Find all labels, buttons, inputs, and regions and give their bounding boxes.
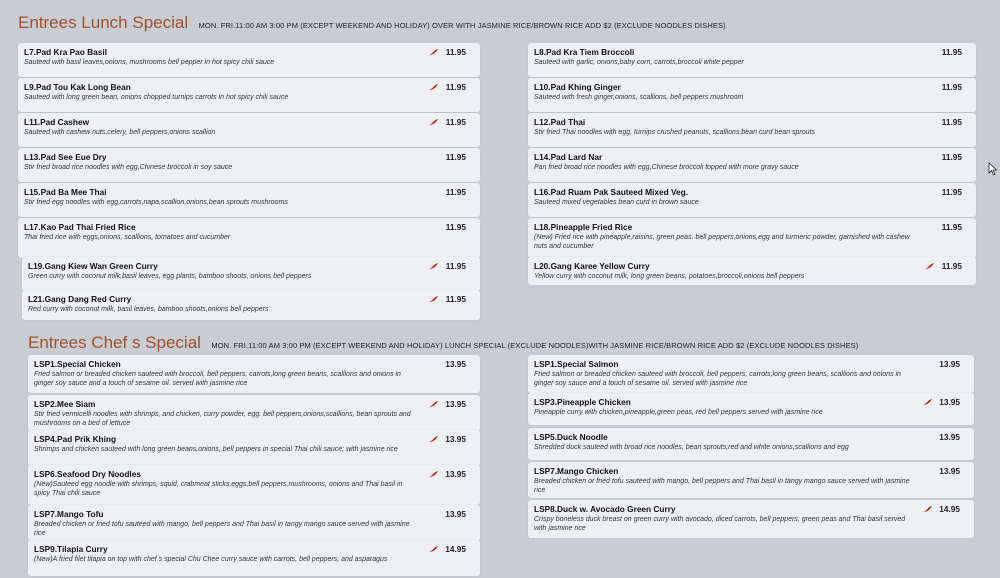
- menu-item-name: LSP1.Special Salmon: [534, 359, 619, 369]
- lunch-section-note: MON. FRI.11:00 AM 3:00 PM (EXCEPT WEEKEND AND HOLIDAY) OVER WITH JASMINE RICE/BROWN RICE ADD $2 (EXCLUDE NOODLES DISHES): [198, 21, 726, 30]
- menu-item-price: 11.95: [941, 117, 962, 127]
- mouse-cursor-icon: [988, 162, 998, 176]
- menu-item-price: 13.95: [939, 466, 960, 476]
- menu-item-card[interactable]: [28, 395, 480, 431]
- menu-item-price: 11.95: [445, 152, 466, 162]
- menu-item-name: L16.Pad Ruam Pak Sauteed Mixed Veg.: [534, 187, 689, 197]
- menu-item-price: 14.95: [939, 504, 960, 514]
- chili-pepper-icon: [429, 49, 438, 55]
- menu-item-card[interactable]: [28, 540, 480, 576]
- menu-item-card[interactable]: [28, 505, 480, 541]
- menu-item-description: Sauteed with garlic, onions,baby corn, carrots,broccoli white pepper: [534, 59, 744, 66]
- menu-item-card[interactable]: [28, 430, 480, 466]
- menu-item-price: 13.95: [445, 359, 466, 369]
- menu-item-card[interactable]: [28, 465, 480, 505]
- chili-pepper-icon: [429, 471, 438, 477]
- menu-item-name: LSP3.Pineapple Chicken: [534, 397, 631, 407]
- menu-item-description: Shredded duck sauteed with broad rice noodles, bean sprouts,red and white onions,scallions and egg: [534, 444, 849, 451]
- chili-pepper-icon: [429, 119, 438, 125]
- menu-item-price: 11.95: [445, 222, 466, 232]
- menu-item-card[interactable]: [18, 113, 480, 147]
- menu-item-price: 11.95: [445, 294, 466, 304]
- menu-item-description: Pineapple curry with chicken,pineapple,green peas, red bell peppers served with jasmine rice: [534, 409, 823, 416]
- menu-item-price: 11.95: [941, 152, 962, 162]
- menu-item-name: LSP8.Duck w. Avocado Green Curry: [534, 504, 676, 514]
- menu-item-card[interactable]: [22, 257, 480, 291]
- menu-item-card[interactable]: [28, 355, 480, 393]
- menu-item-price: 13.95: [445, 434, 466, 444]
- menu-item-description: Shrimps and chicken sauteed with long green beans,onions, bell peppers in special Thai chili sauce; with jasmine rice: [34, 446, 398, 453]
- chili-pepper-icon: [429, 263, 438, 269]
- menu-item-card[interactable]: [528, 43, 976, 77]
- menu-item-name: LSP2.Mee Siam: [34, 399, 96, 409]
- menu-item-price: 13.95: [939, 432, 960, 442]
- chili-pepper-icon: [923, 399, 932, 405]
- menu-item-name: LSP7.Mango Chicken: [534, 466, 619, 476]
- chili-pepper-icon: [429, 436, 438, 442]
- menu-item-price: 11.95: [445, 82, 466, 92]
- menu-item-name: L7.Pad Kra Pao Basil: [24, 47, 108, 57]
- lunch-section-header: [18, 13, 726, 33]
- chili-pepper-icon: [429, 84, 438, 90]
- menu-item-description: Sauteed mixed vegetables bean curd in brown sauce: [534, 199, 699, 206]
- menu-item-card[interactable]: [18, 218, 480, 258]
- menu-item-name: LSP6.Seafood Dry Noodles: [34, 469, 141, 479]
- menu-item-name: L13.Pad See Eue Dry: [24, 152, 107, 162]
- menu-item-card[interactable]: [18, 183, 480, 217]
- menu-item-description: Fried salmon or breaded chicken sauteed with broccoli, bell peppers, carrots,long green beans, scallions and onions in ginger soy sauce and a touch of sesame oil. served with jasmine rice: [534, 371, 901, 387]
- menu-item-description: (New)A fried filet tilapia on top with chef s special Chu Chee curry sauce with carrots, bell peppers, and asparagus: [34, 556, 388, 563]
- menu-item-card[interactable]: [528, 148, 976, 182]
- menu-item-price: 13.95: [445, 399, 466, 409]
- menu-item-card[interactable]: [18, 148, 480, 182]
- menu-item-description: (New)Sauteed egg noodle with shrimps, squid, crabmeat sticks,eggs,bell peppers,mushrooms, onions and Thai basil in spicy Thai chili sauce: [34, 481, 403, 497]
- menu-item-card[interactable]: [528, 257, 976, 285]
- menu-item-name: L18.Pineapple Fried Rice: [534, 222, 633, 232]
- menu-item-name: L9.Pad Tou Kak Long Bean: [24, 82, 131, 92]
- menu-item-name: L20.Gang Karee Yellow Curry: [534, 261, 650, 271]
- menu-item-description: Stir fried Thai noodles with egg, turnips crushed peanuts, scallions,bean curd bean sprouts: [534, 129, 815, 136]
- menu-item-description: Yellow curry with coconut milk, long green beans, potatoes,broccoli,onions bell peppers: [534, 273, 805, 280]
- menu-item-name: LSP5.Duck Noodle: [534, 432, 608, 442]
- menu-item-card[interactable]: [22, 290, 480, 320]
- menu-item-description: Sauteed with long green bean, onions chopped turnips carrots in hot spicy chili sauce: [24, 94, 289, 101]
- menu-item-name: L10.Pad Khing Ginger: [534, 82, 621, 92]
- menu-item-price: 13.95: [939, 359, 960, 369]
- menu-item-description: Crispy boneless duck breast on green curry with avocado, diced carrots, bell peppers, green peas and Thai basil served with jasmine rice: [534, 516, 906, 532]
- chef-section-header: [28, 333, 858, 353]
- menu-item-price: 11.95: [941, 222, 962, 232]
- menu-item-price: 11.95: [941, 261, 962, 271]
- menu-item-card[interactable]: [528, 218, 976, 258]
- menu-item-description: Pan fried broad rice noodles with egg,Chinese broccoli topped with more gravy sauce: [534, 164, 799, 171]
- menu-item-name: LSP9.Tilapia Curry: [34, 544, 108, 554]
- menu-item-card[interactable]: [528, 428, 974, 460]
- menu-item-card[interactable]: [528, 462, 974, 498]
- menu-item-description: (New) Fried rice with pineapple,raisins, green peas. bell peppers,onions,egg and turmeric powder, garnished with cashew nuts and cucumber: [534, 234, 910, 250]
- menu-item-price: 11.95: [941, 82, 962, 92]
- menu-item-name: LSP7.Mango Tofu: [34, 509, 104, 519]
- menu-item-name: L15.Pad Ba Mee Thai: [24, 187, 107, 197]
- chili-pepper-icon: [925, 263, 934, 269]
- chili-pepper-icon: [429, 296, 438, 302]
- lunch-section-title: Entrees Lunch Special: [18, 13, 189, 32]
- menu-item-price: 11.95: [445, 47, 466, 57]
- menu-item-description: Stir fried egg noodles with egg,carrots,napa,scallion,onions,bean sprouts mushrooms: [24, 199, 288, 206]
- menu-item-price: 11.95: [445, 117, 466, 127]
- menu-item-name: L19.Gang Kiew Wan Green Curry: [28, 261, 158, 271]
- menu-item-description: Breaded chicken or fried tofu sauteed with mango, bell peppers and Thai basil in tangy mango sauce served with jasmine rice: [34, 521, 410, 537]
- menu-item-card[interactable]: [18, 78, 480, 112]
- menu-item-price: 13.95: [445, 509, 466, 519]
- chili-pepper-icon: [429, 401, 438, 407]
- menu-item-description: Fried salmon or breaded chicken sauteed with broccoli, bell peppers, carrots,long green beans, scallions and onions in ginger soy sauce and a touch of sesame oil. served with jasmine rice: [34, 371, 401, 387]
- menu-item-description: Green curry with coconut milk,basil leaves, egg plants, bamboo shoots, onions bell peppers: [28, 273, 312, 280]
- menu-item-card[interactable]: [528, 393, 974, 425]
- menu-item-price: 11.95: [445, 187, 466, 197]
- menu-item-card[interactable]: [528, 500, 974, 538]
- menu-item-name: L21.Gang Dang Red Curry: [28, 294, 132, 304]
- menu-item-description: Red curry with coconut milk, basil leaves, bamboo shoots,onions bell peppers: [28, 306, 269, 313]
- menu-item-card[interactable]: [528, 78, 976, 112]
- menu-item-description: Thai fried rice with eggs,onions, scallions, tomatoes and cucumber: [24, 234, 231, 241]
- menu-item-name: L11.Pad Cashew: [24, 117, 90, 127]
- menu-item-name: L12.Pad Thai: [534, 117, 586, 127]
- menu-item-name: L17.Kao Pad Thai Fried Rice: [24, 222, 136, 232]
- menu-item-card[interactable]: [528, 113, 976, 147]
- menu-item-price: 11.95: [941, 47, 962, 57]
- menu-item-description: Sauteed with fresh ginger,onions, scallions, bell peppers mushroom: [534, 94, 744, 101]
- menu-item-description: Stir fried broad rice noodles with egg,Chinese broccoli in soy sauce: [24, 164, 233, 171]
- menu-item-name: LSP4.Pad Prik Khing: [34, 434, 117, 444]
- chef-section-title: Entrees Chef s Special: [28, 333, 201, 352]
- menu-item-name: L14.Pad Lard Nar: [534, 152, 603, 162]
- menu-item-description: Breaded chicken or fried tofu sauteed with mango, bell peppers and Thai basil in tangy mango sauce served with jasmine rice: [534, 478, 910, 494]
- menu-item-name: LSP1.Special Chicken: [34, 359, 121, 369]
- menu-item-card[interactable]: [18, 43, 480, 77]
- chili-pepper-icon: [429, 546, 438, 552]
- menu-item-price: 11.95: [445, 261, 466, 271]
- menu-item-price: 13.95: [445, 469, 466, 479]
- menu-item-name: L8.Pad Kra Tiem Broccoli: [534, 47, 635, 57]
- chili-pepper-icon: [923, 506, 932, 512]
- menu-item-description: Sauteed with basil leaves,onions, mushrooms bell pepper in hot spicy chili sauce: [24, 59, 275, 66]
- menu-item-price: 13.95: [939, 397, 960, 407]
- menu-item-description: Stir fried vermicelli noodles with shrimps, and chicken, curry powder, egg. bell peppers,onions,scallions, bean sprouts and mushrooms on a bed of lettuce: [34, 411, 411, 427]
- menu-item-card[interactable]: [528, 355, 974, 393]
- menu-item-price: 11.95: [941, 187, 962, 197]
- menu-item-price: 14.95: [445, 544, 466, 554]
- menu-item-description: Sauteed with cashew nuts,celery, bell peppers,onions scallion: [24, 129, 216, 136]
- menu-item-card[interactable]: [528, 183, 976, 217]
- chef-section-note: MON. FRI.11:00 AM 3:00 PM (EXCEPT WEEKEND AND HOLIDAY) LUNCH SPECIAL (EXCLUDE NOODLES)WITH JASMINE RICE/BROWN RICE ADD $2 (EXCLUDE NOODLES DISHES): [211, 341, 859, 350]
